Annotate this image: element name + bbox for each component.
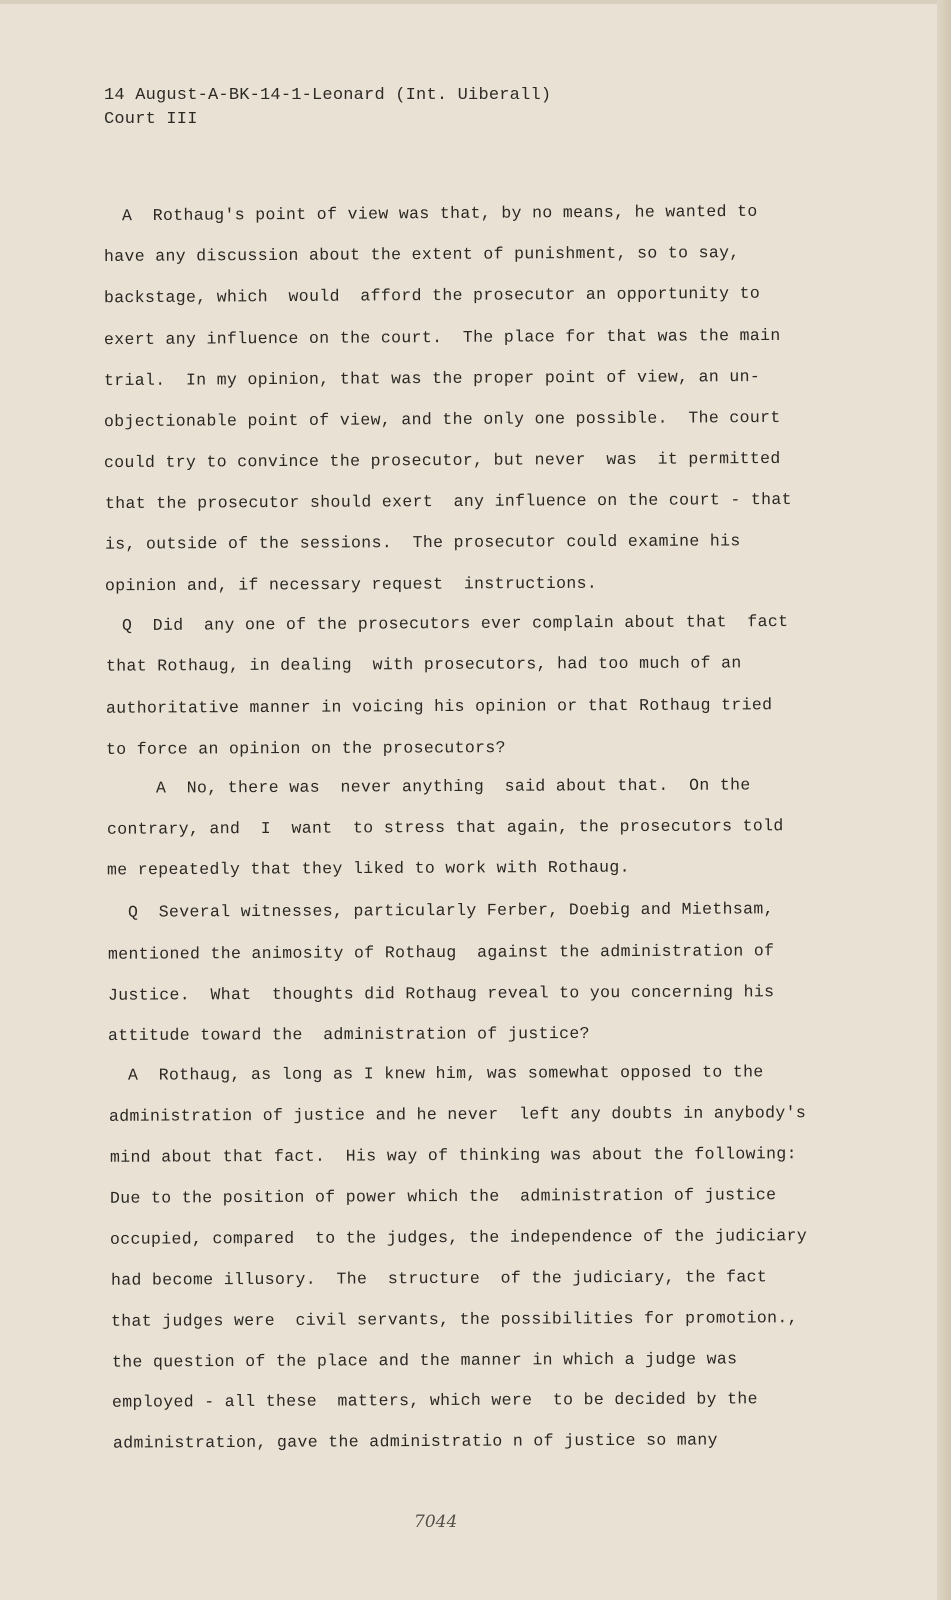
transcript-line: administration, gave the administratio n of justice so many (112, 1430, 718, 1453)
transcript-line: had become illusory. The structure of the judiciary, the fact (110, 1267, 768, 1290)
transcript-line: A Rothaug's point of view was that, by no means, he wanted to (121, 201, 758, 226)
transcript-line: that the prosecutor should exert any influence on the court - that (104, 489, 792, 514)
transcript-line: A Rothaug, as long as I knew him, was somewhat opposed to the (127, 1062, 764, 1085)
header-court-line: Court III (104, 110, 198, 129)
transcript-line: that judges were civil servants, the possibilities for promotion., (110, 1308, 798, 1331)
transcript-line: Q Did any one of the prosecutors ever complain about that fact (121, 611, 789, 636)
transcript-line: Q Several witnesses, particularly Ferber, Doebig and Miethsam, (127, 899, 774, 922)
page-number: 7044 (414, 1512, 458, 1532)
transcript-line: that Rothaug, in dealing with prosecutors, had too much of an (105, 653, 742, 676)
transcript-line: contrary, and I want to stress that again, the prosecutors told (106, 816, 784, 839)
transcript-line: the question of the place and the manner in which a judge was (111, 1349, 738, 1372)
transcript-line: employed - all these matters, which were to be decided by the (111, 1389, 758, 1412)
transcript-line: attitude toward the administration of justice? (107, 1023, 590, 1046)
transcript-line: Due to the position of power which the administration of justice (109, 1185, 777, 1208)
transcript-line: me repeatedly that they liked to work with Rothaug. (106, 857, 630, 880)
transcript-line: exert any influence on the court. The place for that was the main (103, 325, 781, 350)
transcript-line: backstage, which would afford the prosecutor an opportunity to (103, 283, 761, 308)
transcript-line: authoritative manner in voicing his opinion or that Rothaug tried (105, 695, 773, 718)
transcript-line: administration of justice and he never left any doubts in anybody's (108, 1103, 807, 1126)
header-session-line: 14 August-A-BK-14-1-Leonard (Int. Uiberall) (104, 86, 552, 105)
transcript-line: opinion and, if necessary request instructions. (104, 573, 598, 596)
transcript-line: trial. In my opinion, that was the proper point of view, an un- (103, 366, 761, 391)
transcript-line: have any discussion about the extent of punishment, so to say, (103, 243, 740, 266)
transcript-line: A No, there was never anything said about that. On the (155, 775, 751, 798)
transcript-line: objectionable point of view, and the only one possible. The court (103, 407, 781, 432)
transcript-line: mind about that fact. His way of thinking was about the following: (109, 1144, 797, 1167)
transcript-line: Justice. What thoughts did Rothaug reveal to you concerning his (107, 982, 775, 1005)
transcript-line: is, outside of the sessions. The prosecutor could examine his (104, 531, 741, 554)
transcript-line: could try to convince the prosecutor, but never was it permitted (103, 448, 781, 473)
transcript-line: occupied, compared to the judges, the independence of the judiciary (109, 1226, 808, 1249)
transcript-line: to force an opinion on the prosecutors? (105, 738, 506, 759)
transcript-line: mentioned the animosity of Rothaug against the administration of (107, 941, 775, 964)
